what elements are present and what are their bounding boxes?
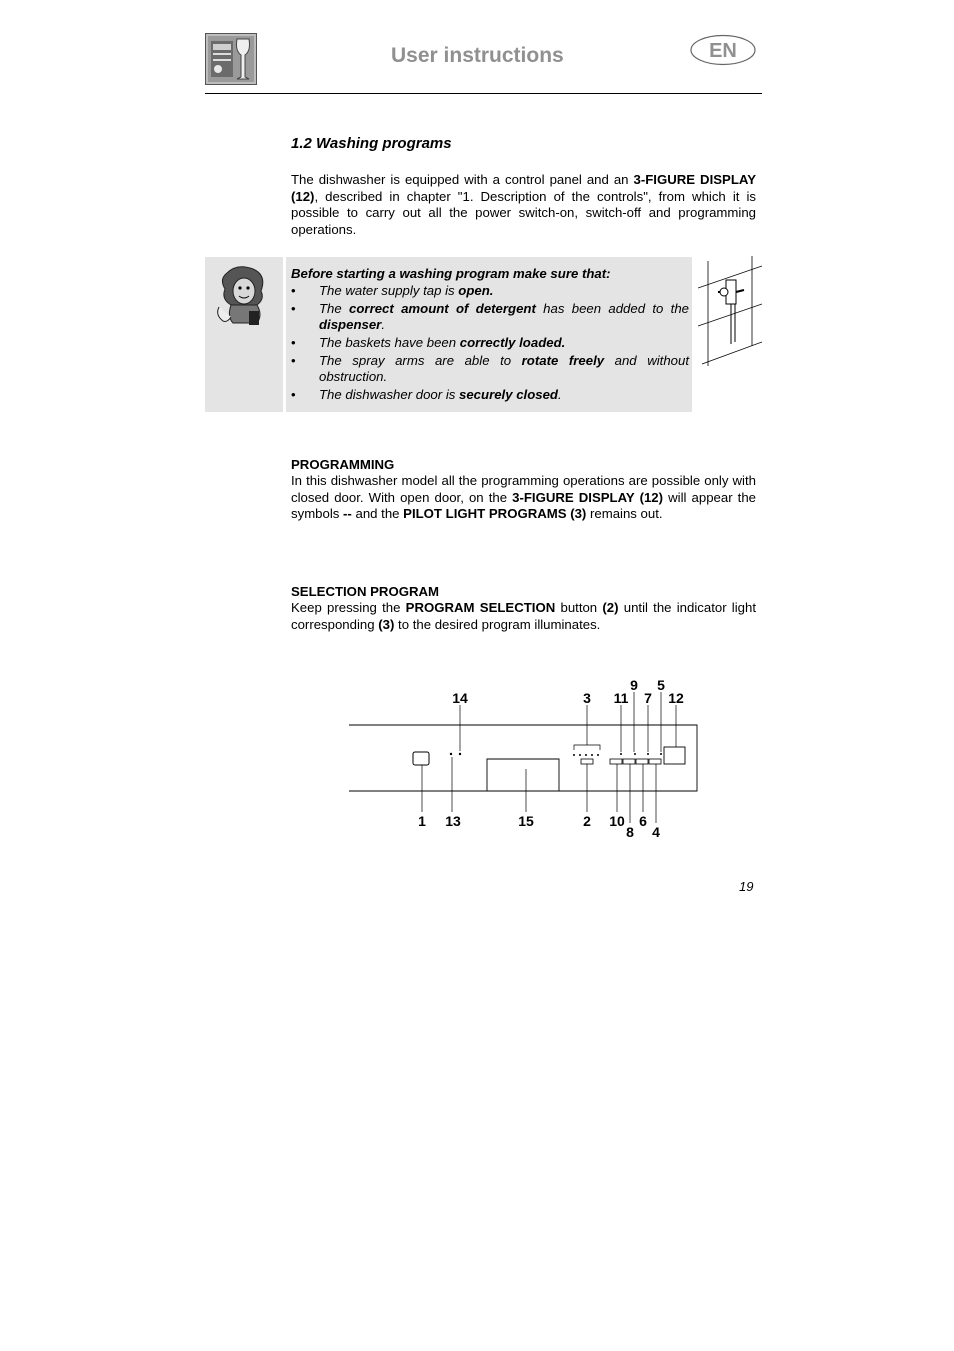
bullet-dot: • bbox=[291, 335, 296, 350]
callout-label: 5 bbox=[657, 677, 665, 693]
warning-character-icon bbox=[205, 257, 283, 412]
dishwasher-logo-icon bbox=[205, 33, 257, 85]
page-title: User instructions bbox=[391, 44, 564, 67]
checklist-item-text: The correct amount of detergent has been added to the dispenser. bbox=[319, 301, 690, 333]
language-badge bbox=[690, 34, 756, 66]
checklist-item-door bbox=[291, 387, 689, 403]
callout-label: 15 bbox=[518, 813, 534, 829]
bullet-dot: • bbox=[291, 387, 296, 402]
language-badge-label: EN bbox=[709, 40, 737, 62]
bullet-dot: • bbox=[291, 353, 296, 368]
checklist-item-tap bbox=[291, 283, 689, 299]
header-divider bbox=[205, 93, 762, 94]
selection-paragraph: Keep pressing the PROGRAM SELECTION button (2) until the indicator light corresponding (3) to the desired program illuminates. bbox=[291, 600, 757, 632]
checklist-item-text: The dishwasher door is securely closed. bbox=[319, 387, 562, 402]
checklist-item-text: The spray arms are able to rotate freely and without obstruction. bbox=[319, 353, 689, 385]
callout-label: 1 bbox=[418, 813, 426, 829]
page-number: 19 bbox=[739, 879, 754, 894]
callout-label: 9 bbox=[630, 677, 638, 693]
checklist-item-baskets bbox=[291, 335, 689, 351]
section-heading: 1.2 Washing programs bbox=[291, 135, 452, 152]
callout-label: 4 bbox=[652, 824, 660, 840]
callout-label: 6 bbox=[639, 813, 647, 829]
bullet-dot: • bbox=[291, 283, 296, 298]
callout-label: 14 bbox=[452, 690, 468, 706]
checklist-item-text: The baskets have been correctly loaded. bbox=[319, 335, 566, 350]
callout-label: 11 bbox=[613, 690, 629, 706]
selection-heading: SELECTION PROGRAM bbox=[291, 584, 439, 599]
callout-label: 8 bbox=[626, 824, 634, 840]
programming-heading: PROGRAMMING bbox=[291, 457, 395, 472]
checklist-item-detergent bbox=[291, 301, 689, 334]
power-button-symbol bbox=[413, 752, 429, 765]
callout-label: 2 bbox=[583, 813, 591, 829]
control-panel-diagram bbox=[340, 675, 710, 845]
warning-icon-panel bbox=[205, 257, 283, 412]
callout-label: 13 bbox=[445, 813, 461, 829]
programming-paragraph: In this dishwasher model all the programming operations are possible only with closed door. With open door, on the 3-FIGURE DISPLAY (12) will appear the symbols -- and the PILOT LIGHT PROGRAMS (3) remains out. bbox=[291, 473, 757, 522]
checklist-item-spray-arms bbox=[291, 353, 689, 386]
water-tap-icon bbox=[698, 256, 762, 368]
callout-label: 10 bbox=[609, 813, 625, 829]
bullet-dot: • bbox=[291, 301, 296, 316]
callout-label: 7 bbox=[644, 690, 652, 706]
warning-heading: Before starting a washing program make sure that: bbox=[291, 266, 611, 281]
display-symbol bbox=[664, 747, 685, 764]
checklist-item-text: The water supply tap is open. bbox=[319, 283, 494, 298]
callout-label: 3 bbox=[583, 690, 591, 706]
intro-paragraph: The dishwasher is equipped with a control panel and an 3-FIGURE DISPLAY (12), described in chapter "1. Description of the controls", from which it is possible to carry out all the power switch-on, switch-off and programming operations. bbox=[291, 172, 757, 238]
callout-label: 12 bbox=[668, 690, 684, 706]
